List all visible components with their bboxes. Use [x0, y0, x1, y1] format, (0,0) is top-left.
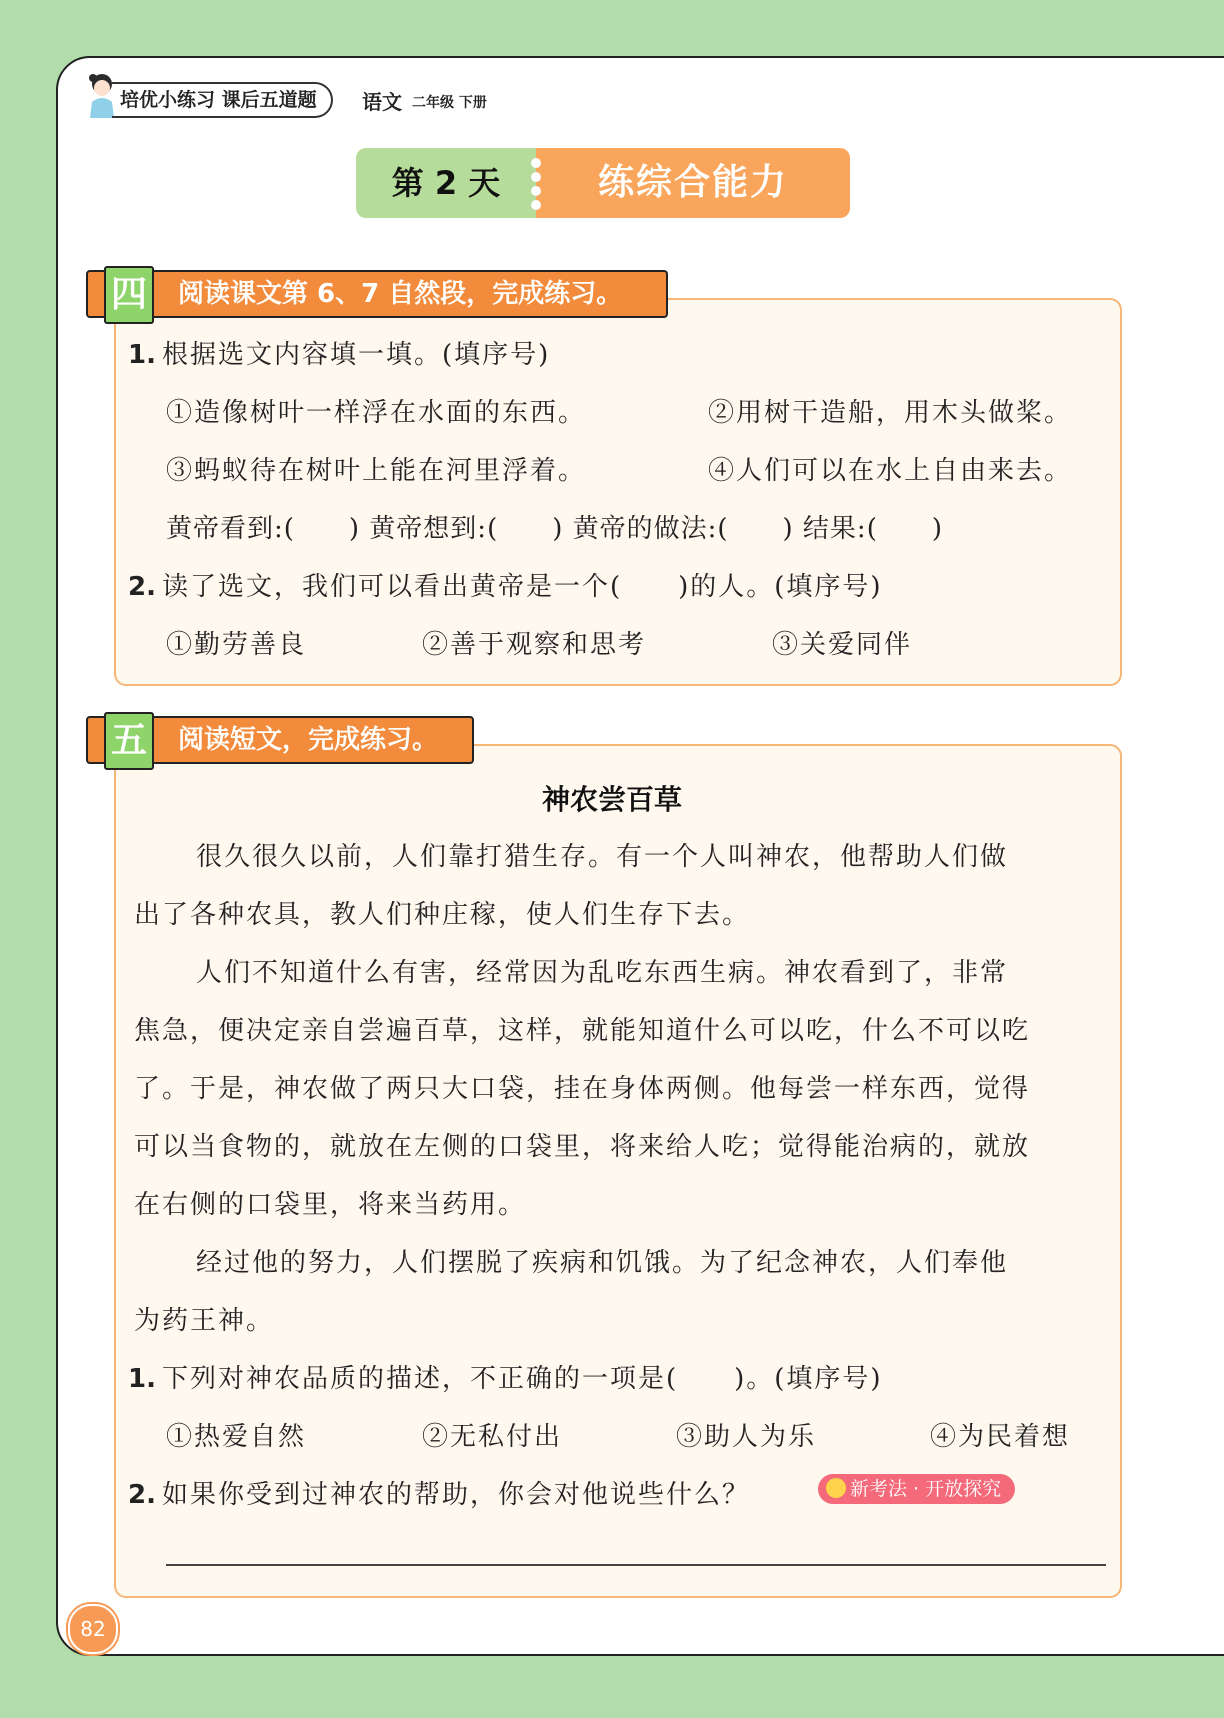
section5-instruction: 阅读短文，完成练习。	[86, 716, 474, 764]
story-line: 在右侧的口袋里，将来当药用。	[134, 1190, 527, 1220]
day-label: 第 2 天	[356, 148, 536, 218]
story-line: 很久很久以前，人们靠打猎生存。有一个人叫神农，他帮助人们做	[196, 842, 1009, 872]
s5-q1: 1. 下列对神农品质的描述，不正确的一项是( )。(填序号)	[128, 1364, 883, 1394]
section4-instruction: 阅读课文第 6、7 自然段，完成练习。	[86, 270, 668, 318]
s4-q1-option-1: ①造像树叶一样浮在水面的东西。	[166, 398, 587, 428]
story-line: 了。于是，神农做了两只大口袋，挂在身体两侧。他每尝一样东西，觉得	[134, 1074, 1031, 1104]
section4-number: 四	[104, 266, 154, 324]
story-line: 经过他的努力，人们摆脱了疾病和饥饿。为了纪念神农，人们奉他	[196, 1248, 1009, 1278]
dots-divider	[528, 154, 544, 214]
s4-q2-option-2: ②善于观察和思考	[422, 630, 647, 660]
star-icon	[826, 1478, 846, 1498]
s4-q1-option-4: ④人们可以在水上自由来去。	[708, 456, 1073, 486]
s5-q1-option-2: ②无私付出	[422, 1422, 563, 1452]
s5-q1-option-3: ③助人为乐	[676, 1422, 817, 1452]
s5-q1-option-1: ①热爱自然	[166, 1422, 307, 1452]
s5-q1-option-4: ④为民着想	[930, 1422, 1071, 1452]
s4-q1-option-2: ②用树干造船，用木头做桨。	[708, 398, 1073, 428]
s4-q2: 2. 读了选文，我们可以看出黄帝是一个( )的人。(填序号)	[128, 572, 883, 602]
s4-q1-option-3: ③蚂蚁待在树叶上能在河里浮着。	[166, 456, 587, 486]
day-title: 练综合能力	[536, 148, 850, 218]
story-line: 为药王神。	[134, 1306, 275, 1336]
s4-q1: 1. 根据选文内容填一填。(填序号)	[128, 340, 551, 370]
page-number: 82	[68, 1604, 118, 1654]
story-line: 焦急，便决定亲自尝遍百草，这样，就能知道什么可以吃，什么不可以吃	[134, 1016, 1031, 1046]
grade-label: 二年级 下册	[412, 95, 487, 111]
day-banner	[356, 148, 850, 218]
s4-q1-blanks[interactable]: 黄帝看到:( ) 黄帝想到:( ) 黄帝的做法:( ) 结果:( )	[166, 514, 943, 544]
story-line: 可以当食物的，就放在左侧的口袋里，将来给人吃；觉得能治病的，就放	[134, 1132, 1031, 1162]
series-title: 培优小练习 课后五道题	[112, 82, 333, 118]
story-line: 出了各种农具，教人们种庄稼，使人们生存下去。	[134, 900, 751, 930]
s4-q2-option-1: ①勤劳善良	[166, 630, 307, 660]
s5-q2: 2. 如果你受到过神农的帮助，你会对他说些什么？	[128, 1480, 750, 1510]
section5-number: 五	[104, 712, 154, 770]
story-line: 人们不知道什么有害，经常因为乱吃东西生病。神农看到了，非常	[196, 958, 1009, 988]
s4-q2-option-3: ③关爱同伴	[772, 630, 913, 660]
answer-line[interactable]	[166, 1564, 1106, 1566]
new-question-badge: 新考法 · 开放探究	[818, 1474, 1015, 1504]
story-title: 神农尝百草	[541, 783, 682, 816]
subject-label: 语文	[362, 90, 402, 114]
